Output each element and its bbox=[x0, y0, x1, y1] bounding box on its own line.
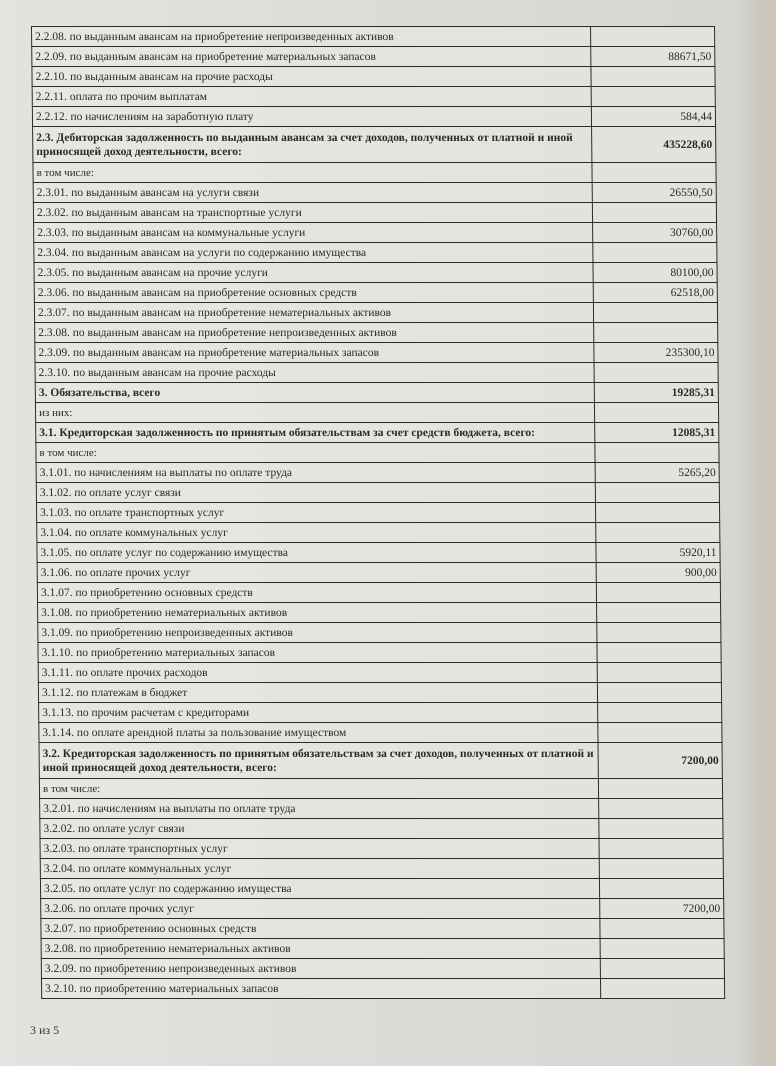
row-value bbox=[591, 67, 715, 87]
row-value bbox=[592, 163, 716, 183]
row-label: 3.1.02. по оплате услуг связи bbox=[36, 483, 595, 503]
row-value bbox=[600, 939, 724, 959]
row-value bbox=[599, 839, 723, 859]
row-label: 2.3.01. по выданным авансам на услуги связи bbox=[33, 183, 592, 203]
table-row bbox=[37, 563, 720, 583]
table-row bbox=[35, 343, 718, 363]
row-value bbox=[598, 703, 722, 723]
row-label: 3.1.01. по начислениям на выплаты по оплате труда bbox=[36, 463, 595, 483]
table-row bbox=[33, 163, 716, 183]
row-label: 3.1.12. по платежам в бюджет bbox=[38, 683, 597, 703]
table-row bbox=[37, 583, 720, 603]
row-value bbox=[597, 643, 721, 663]
row-label: 3.1.07. по приобретению основных средств bbox=[37, 583, 596, 603]
row-label: в том числе: bbox=[36, 443, 595, 463]
table-row bbox=[36, 463, 719, 483]
row-label: 3.2.01. по начислениям на выплаты по оплате труда bbox=[40, 799, 599, 819]
table-row bbox=[32, 87, 715, 107]
row-value bbox=[599, 819, 723, 839]
row-label: 2.3.09. по выданным авансам на приобретение материальных запасов bbox=[35, 343, 594, 363]
table-row bbox=[40, 839, 723, 859]
row-label: 2.3. Дебиторская задолженность по выданным авансам за счет доходов, полученных от платной и иной приносящей доход деятельности, всего: bbox=[33, 127, 593, 163]
row-value bbox=[595, 403, 719, 423]
row-label: в том числе: bbox=[33, 163, 592, 183]
row-value: 80100,00 bbox=[593, 263, 717, 283]
table-row bbox=[33, 183, 716, 203]
table-row bbox=[38, 663, 721, 683]
table-row bbox=[35, 323, 718, 343]
table-row bbox=[38, 623, 721, 643]
row-value bbox=[597, 603, 721, 623]
table-row bbox=[40, 819, 723, 839]
row-label: 2.3.06. по выданным авансам на приобретение основных средств bbox=[34, 283, 593, 303]
row-label: 2.2.09. по выданным авансам на приобретение материальных запасов bbox=[32, 47, 591, 67]
table-row bbox=[34, 223, 717, 243]
table-row bbox=[35, 363, 718, 383]
row-label: 3.1.09. по приобретению непроизведенных активов bbox=[38, 623, 597, 643]
row-value bbox=[598, 723, 722, 743]
row-value bbox=[598, 683, 722, 703]
row-label: 3.2.06. по оплате прочих услуг bbox=[41, 899, 600, 919]
row-label: из них: bbox=[35, 403, 594, 423]
row-value bbox=[599, 779, 723, 799]
row-label: 3.2.08. по приобретению нематериальных активов bbox=[41, 939, 600, 959]
table-row bbox=[38, 603, 721, 623]
row-label: 2.3.08. по выданным авансам на приобретение непроизведенных активов bbox=[35, 323, 594, 343]
row-value: 235300,10 bbox=[594, 343, 718, 363]
table-row bbox=[36, 443, 719, 463]
table-row bbox=[32, 107, 715, 127]
row-value bbox=[594, 323, 718, 343]
row-label: 3.2.03. по оплате транспортных услуг bbox=[40, 839, 599, 859]
row-label: 2.3.05. по выданным авансам на прочие услуги bbox=[34, 263, 593, 283]
table-row bbox=[41, 899, 724, 919]
row-label: 3.2.02. по оплате услуг связи bbox=[40, 819, 599, 839]
row-label: 3.2.04. по оплате коммунальных услуг bbox=[40, 859, 599, 879]
table-row bbox=[36, 503, 719, 523]
table-row bbox=[34, 263, 717, 283]
row-label: 3.2.09. по приобретению непроизведенных активов bbox=[41, 959, 600, 979]
row-label: 3.1.03. по оплате транспортных услуг bbox=[36, 503, 595, 523]
table-row bbox=[32, 27, 715, 47]
row-label: 3.2.10. по приобретению материальных запасов bbox=[41, 979, 600, 999]
table-row bbox=[39, 779, 722, 799]
row-value bbox=[591, 27, 715, 47]
table-row bbox=[38, 683, 721, 703]
row-value bbox=[595, 443, 719, 463]
table-row bbox=[34, 283, 717, 303]
table-row bbox=[40, 799, 723, 819]
row-label: 3.1.13. по прочим расчетам с кредиторами bbox=[39, 703, 598, 723]
row-value: 30760,00 bbox=[593, 223, 717, 243]
row-value bbox=[594, 303, 718, 323]
row-value: 584,44 bbox=[591, 107, 715, 127]
row-value: 7200,00 bbox=[600, 899, 724, 919]
report-table-body bbox=[32, 27, 725, 999]
row-label: 3.1. Кредиторская задолженность по принятым обязательствам за счет средств бюджета, всего: bbox=[36, 423, 595, 443]
row-value: 12085,31 bbox=[595, 423, 719, 443]
row-label: 3.1.04. по оплате коммунальных услуг bbox=[37, 523, 596, 543]
table-row bbox=[41, 979, 724, 999]
table-row bbox=[36, 483, 719, 503]
row-label: 3.1.11. по оплате прочих расходов bbox=[38, 663, 597, 683]
row-value: 19285,31 bbox=[594, 383, 718, 403]
row-value bbox=[600, 959, 724, 979]
row-value bbox=[597, 623, 721, 643]
row-label: 3.2. Кредиторская задолженность по принятым обязательствам за счет доходов, полученных от платной и иной приносящей доход деятельности, всего: bbox=[39, 743, 599, 779]
table-row bbox=[32, 67, 715, 87]
row-label: 2.2.08. по выданным авансам на приобретение непроизведенных активов bbox=[32, 27, 591, 47]
table-row bbox=[33, 127, 716, 163]
row-label: 2.2.10. по выданным авансам на прочие расходы bbox=[32, 67, 591, 87]
page-edge-shadow bbox=[736, 0, 776, 1066]
table-row bbox=[33, 203, 716, 223]
row-label: 3.2.05. по оплате услуг по содержанию имущества bbox=[40, 879, 599, 899]
row-value bbox=[591, 87, 715, 107]
row-value bbox=[596, 523, 720, 543]
table-row bbox=[34, 243, 717, 263]
table-row bbox=[37, 523, 720, 543]
row-label: 2.3.02. по выданным авансам на транспортные услуги bbox=[33, 203, 592, 223]
row-label: 3.1.14. по оплате арендной платы за пользование имуществом bbox=[39, 723, 598, 743]
page-indicator: 3 из 5 bbox=[30, 1023, 60, 1037]
row-label: 2.3.03. по выданным авансам на коммунальные услуги bbox=[34, 223, 593, 243]
row-label: 3.1.10. по приобретению материальных запасов bbox=[38, 643, 597, 663]
row-value: 435228,60 bbox=[592, 127, 716, 163]
table-row bbox=[35, 383, 718, 403]
table-row bbox=[39, 703, 722, 723]
row-value: 88671,50 bbox=[591, 47, 715, 67]
row-value bbox=[600, 879, 724, 899]
row-label: 3.1.06. по оплате прочих услуг bbox=[37, 563, 596, 583]
table-row bbox=[34, 303, 717, 323]
table-row bbox=[39, 743, 722, 779]
table-row bbox=[36, 423, 719, 443]
table-row bbox=[41, 919, 724, 939]
table-row bbox=[38, 643, 721, 663]
row-value bbox=[596, 583, 720, 603]
row-value bbox=[593, 243, 717, 263]
table-row bbox=[35, 403, 718, 423]
table-row bbox=[40, 879, 723, 899]
row-label: 2.3.10. по выданным авансам на прочие расходы bbox=[35, 363, 594, 383]
row-value bbox=[594, 363, 718, 383]
row-value: 26550,50 bbox=[592, 183, 716, 203]
row-value bbox=[599, 859, 723, 879]
report-table bbox=[31, 26, 725, 999]
table-row bbox=[39, 723, 722, 743]
row-label: 2.3.07. по выданным авансам на приобретение нематериальных активов bbox=[34, 303, 593, 323]
row-label: 2.2.11. оплата по прочим выплатам bbox=[32, 87, 591, 107]
table-row bbox=[32, 47, 715, 67]
row-label: 2.3.04. по выданным авансам на услуги по содержанию имущества bbox=[34, 243, 593, 263]
row-value: 62518,00 bbox=[593, 283, 717, 303]
row-label: 3.1.08. по приобретению нематериальных активов bbox=[38, 603, 597, 623]
row-value bbox=[595, 483, 719, 503]
row-value bbox=[597, 663, 721, 683]
row-value: 900,00 bbox=[596, 563, 720, 583]
row-value bbox=[601, 979, 725, 999]
row-label: в том числе: bbox=[39, 779, 598, 799]
table-row bbox=[41, 939, 724, 959]
row-value bbox=[592, 203, 716, 223]
row-value: 5920,11 bbox=[596, 543, 720, 563]
row-value bbox=[600, 919, 724, 939]
row-label: 2.2.12. по начислениям на заработную плату bbox=[32, 107, 591, 127]
row-value: 5265,20 bbox=[595, 463, 719, 483]
table-row bbox=[41, 959, 724, 979]
row-value bbox=[596, 503, 720, 523]
table-row bbox=[40, 859, 723, 879]
row-label: 3. Обязательства, всего bbox=[35, 383, 594, 403]
row-value: 7200,00 bbox=[598, 743, 722, 779]
row-label: 3.1.05. по оплате услуг по содержанию имущества bbox=[37, 543, 596, 563]
table-row bbox=[37, 543, 720, 563]
row-value bbox=[599, 799, 723, 819]
row-label: 3.2.07. по приобретению основных средств bbox=[41, 919, 600, 939]
